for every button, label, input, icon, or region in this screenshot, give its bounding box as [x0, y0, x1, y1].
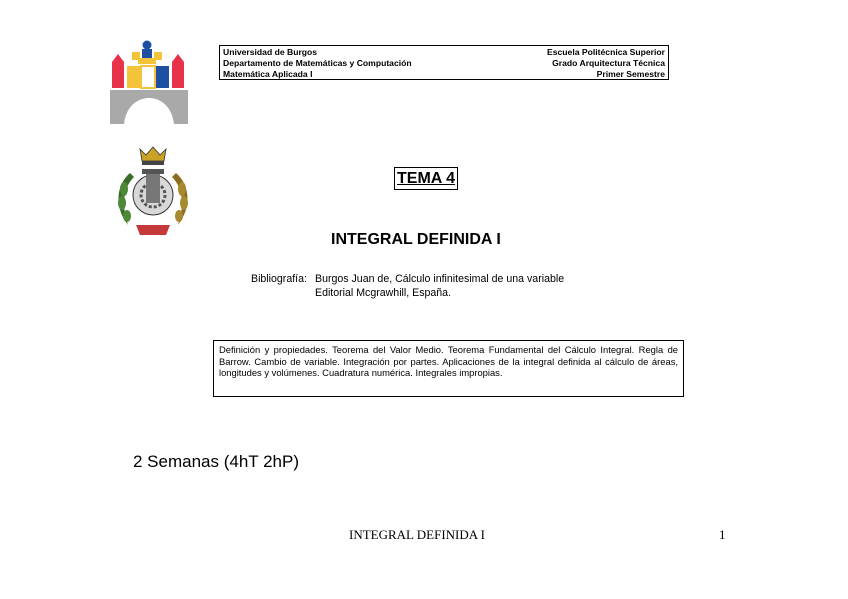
- school-name: Escuela Politécnica Superior: [547, 47, 665, 57]
- header-row-2: [223, 58, 665, 69]
- document-title: INTEGRAL DEFINIDA I: [331, 231, 501, 248]
- contents-box: Definición y propiedades. Teorema del Valor Medio. Teorema Fundamental del Cálculo Integral. Regla de Barrow. Cambio de variable. Integración por partes. Aplicaciones de la integral definida al cálculo de áreas, longitudes y volúmenes. Cuadratura numérica. Integrales impropias.: [213, 340, 684, 397]
- course-name: Matemática Aplicada I: [223, 69, 313, 79]
- duration: 2 Semanas (4hT 2hP): [133, 452, 299, 471]
- header-row-3: [223, 69, 665, 80]
- page-number: 1: [719, 527, 726, 542]
- department-name: Departamento de Matemáticas y Computación: [223, 58, 412, 68]
- bibliography-publisher: Editorial Mcgrawhill, España.: [315, 287, 452, 299]
- university-name: Universidad de Burgos: [223, 47, 318, 57]
- bibliography-entry: Burgos Juan de, Cálculo infinitesimal de una variable: [315, 273, 565, 285]
- header-box: [219, 45, 669, 80]
- degree-name: Grado Arquitectura Técnica: [552, 58, 665, 68]
- footer-title: INTEGRAL DEFINIDA I: [349, 527, 485, 542]
- university-logo: [110, 40, 190, 126]
- bibliography-label: Bibliografía:: [251, 273, 307, 285]
- bibliography-line-1: [251, 272, 564, 286]
- semester: Primer Semestre: [596, 69, 665, 79]
- header-row-1: [223, 47, 665, 58]
- bibliography: [251, 272, 564, 300]
- school-crest: [112, 145, 194, 237]
- tema-heading: TEMA 4: [394, 167, 458, 190]
